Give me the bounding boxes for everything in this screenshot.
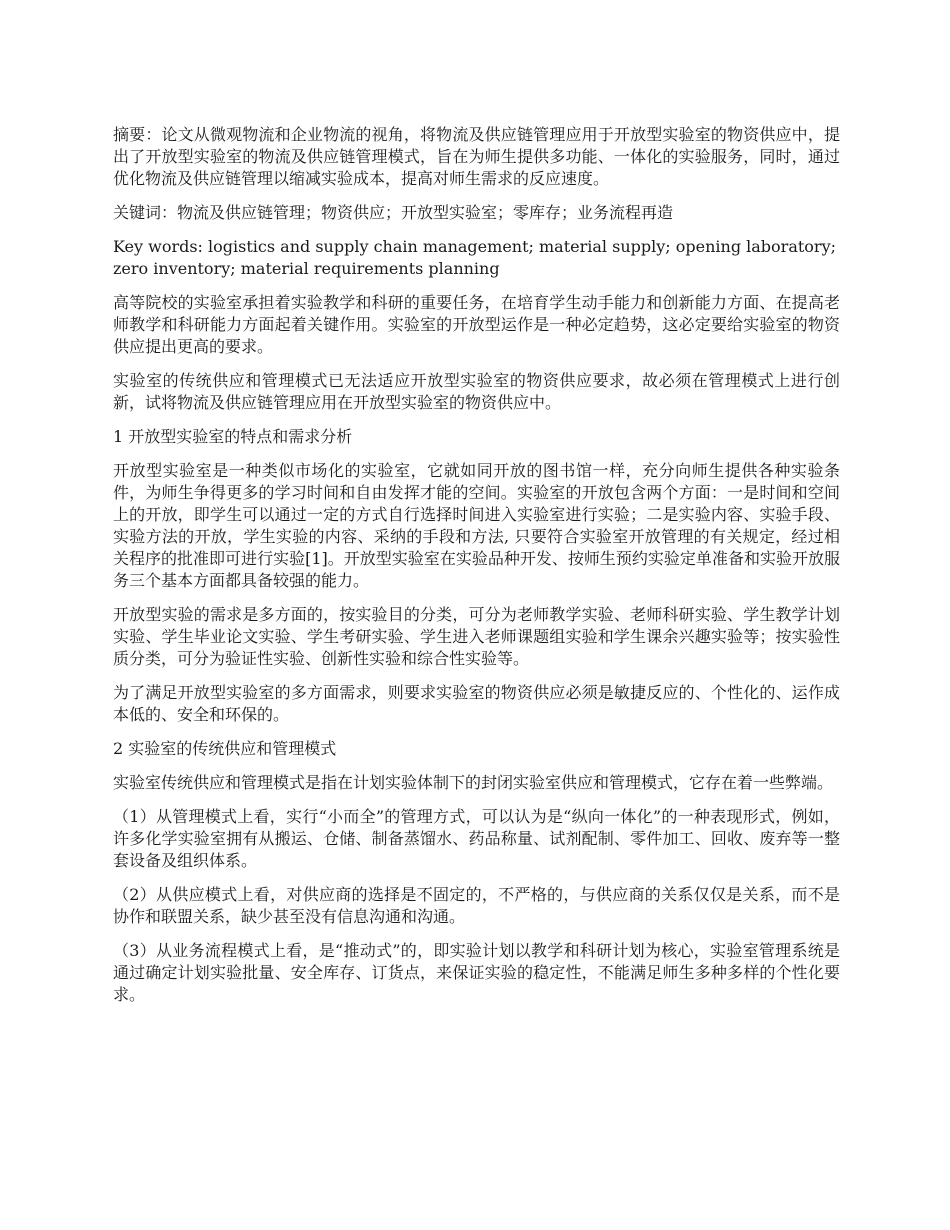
intro-paragraph-2: 实验室的传统供应和管理模式已无法适应开放型实验室的物资供应要求，故必须在管理模式上进行创新，试将物流及供应链管理应用在开放型实验室的物资供应中。 xyxy=(113,371,840,412)
section-2-paragraph-3: （2）从供应模式上看，对供应商的选择是不固定的，不严格的，与供应商的关系仅仅是关系，而不是协作和联盟关系，缺少甚至没有信息沟通和沟通。 xyxy=(113,885,840,926)
document-body xyxy=(113,124,840,1018)
intro-paragraph-1: 高等院校的实验室承担着实验教学和科研的重要任务，在培育学生动手能力和创新能力方面、在提高老师教学和科研能力方面起着关键作用。实验室的开放型运作是一种必定趋势，这必定要给实验室的物资供应提出更高的要求。 xyxy=(113,293,840,356)
abstract: 摘要：论文从微观物流和企业物流的视角，将物流及供应链管理应用于开放型实验室的物资供应中，提出了开放型实验室的物流及供应链管理模式，旨在为师生提供多功能、一体化的实验服务，同时，通过优化物流及供应链管理以缩减实验成本，提高对师生需求的反应速度。 xyxy=(113,125,840,188)
keywords-cn: 关键词：物流及供应链管理；物资供应；开放型实验室；零库存；业务流程再造 xyxy=(113,203,674,222)
section-1-paragraph-2: 开放型实验的需求是多方面的，按实验目的分类，可分为老师教学实验、老师科研实验、学生教学计划实验、学生毕业论文实验、学生考研实验、学生进入老师课题组实验和学生课余兴趣实验等；按实验性质分类，可分为验证性实验、创新性实验和综合性实验等。 xyxy=(113,605,840,668)
section-1-paragraph-3: 为了满足开放型实验室的多方面需求，则要求实验室的物资供应必须是敏捷反应的、个性化的、运作成本低的、安全和环保的。 xyxy=(113,683,840,724)
section-2-paragraph-1: 实验室传统供应和管理模式是指在计划实验体制下的封闭实验室供应和管理模式，它存在着一些弊端。 xyxy=(113,773,834,792)
section-2-paragraph-2: （1）从管理模式上看，实行“小而全”的管理方式，可以认为是“纵向一体化”的一种表现形式，例如，许多化学实验室拥有从搬运、仓储、制备蒸馏水、药品称量、试剂配制、零件加工、回收、废弃等一整套设备及组织体系。 xyxy=(113,807,840,870)
keywords-en: Key words: logistics and supply chain management; material supply; opening laboratory; zero inventory; material requirements planning xyxy=(113,237,836,278)
section-1-heading: 1 开放型实验室的特点和需求分析 xyxy=(113,427,353,446)
section-2-paragraph-4: （3）从业务流程模式上看，是“推动式”的，即实验计划以教学和科研计划为核心，实验室管理系统是通过确定计划实验批量、安全库存、订货点，来保证实验的稳定性，不能满足师生多种多样的个性化要求。 xyxy=(113,941,840,1004)
section-2-heading: 2 实验室的传统供应和管理模式 xyxy=(113,739,337,758)
section-1-paragraph-1: 开放型实验室是一种类似市场化的实验室，它就如同开放的图书馆一样，充分向师生提供各种实验条件，为师生争得更多的学习时间和自由发挥才能的空间。实验室的开放包含两个方面：一是时间和空间上的开放，即学生可以通过一定的方式自行选择时间进入实验室进行实验；二是实验内容、实验手段、实验方法的开放，学生实验的内容、采纳的手段和方法, 只要符合实验室开放管理的有关规定，经过相关程序的批准即可进行实验[1]。开放型实验室在实验品种开发、按师生预约实验定单准备和实验开放服务三个基本方面都具备较强的能力。 xyxy=(113,461,840,590)
